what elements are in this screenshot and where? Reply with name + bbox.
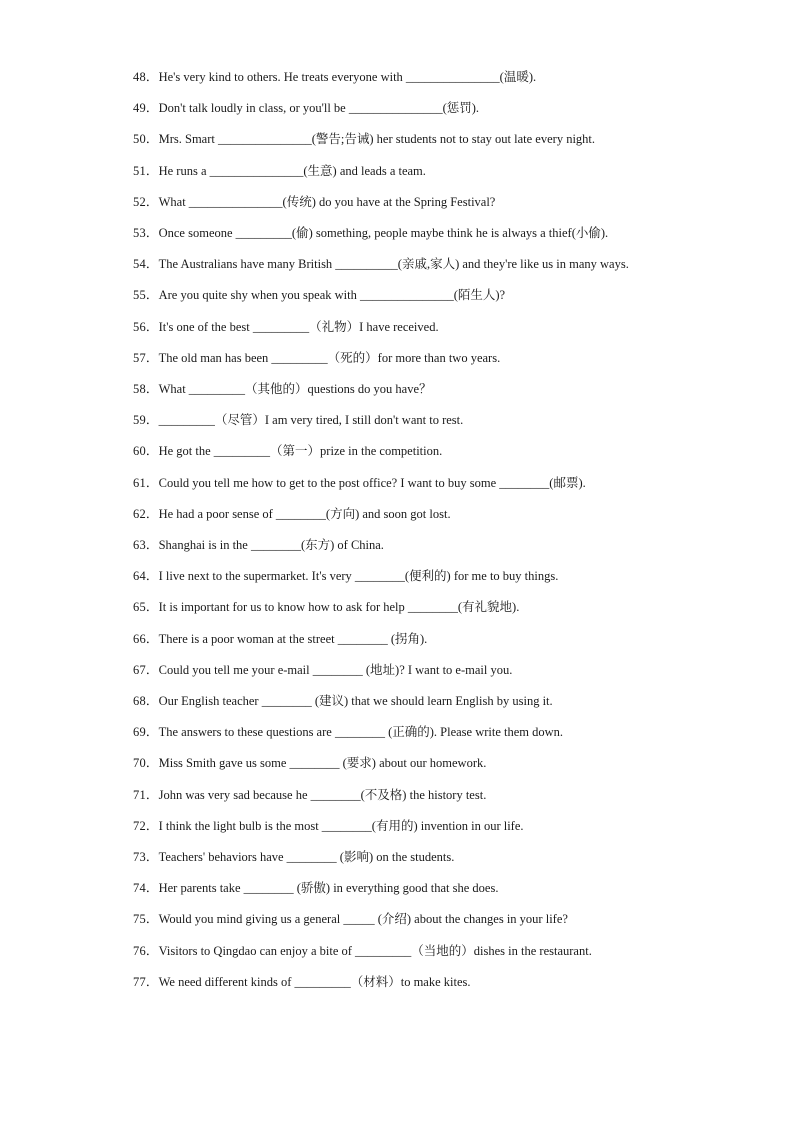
question-text: Mrs. Smart _______________(警告;告诫) her students not to stay out late every night. (158, 132, 596, 147)
question-item (133, 561, 663, 592)
question-number: 58． (133, 382, 159, 397)
question-text: He got the _________（第一）prize in the competition. (158, 444, 443, 459)
question-text: Would you mind giving us a general _____ (介绍) about the changes in your life? (158, 912, 568, 927)
question-text: Her parents take ________ (骄傲) in everything good that she does. (158, 881, 499, 896)
question-list (133, 62, 663, 998)
question-text: He had a poor sense of ________(方向) and soon got lost. (158, 506, 451, 521)
question-number: 72． (133, 818, 159, 833)
question-item (133, 624, 663, 655)
question-number: 71． (133, 787, 159, 802)
question-text: Shanghai is in the ________(东方) of China. (158, 538, 384, 553)
question-text: The answers to these questions are ________ (正确的). Please write them down. (158, 725, 564, 740)
question-item (133, 686, 663, 717)
question-text: It's one of the best _________（礼物）I have received. (158, 319, 439, 334)
question-number: 75． (133, 912, 159, 927)
question-text: Don't talk loudly in class, or you'll be _______________(惩罚). (158, 101, 480, 116)
question-item (133, 405, 663, 436)
question-number: 59． (133, 413, 159, 428)
question-item (133, 499, 663, 530)
question-item (133, 218, 663, 249)
question-item (133, 530, 663, 561)
question-number: 48． (133, 70, 159, 84)
question-number: 56． (133, 319, 159, 334)
question-text: Miss Smith gave us some ________ (要求) about our homework. (158, 756, 487, 771)
question-item (133, 249, 663, 280)
question-number: 66． (133, 631, 159, 646)
question-number: 65． (133, 600, 159, 615)
question-text: Could you tell me how to get to the post office? I want to buy some ________(邮票). (158, 475, 586, 490)
question-item (133, 468, 663, 499)
question-item (133, 873, 663, 904)
question-item (133, 62, 663, 93)
question-number: 70． (133, 756, 159, 771)
question-number: 60． (133, 444, 159, 459)
question-item (133, 343, 663, 374)
question-number: 51． (133, 163, 159, 178)
question-text: There is a poor woman at the street ________ (拐角). (158, 631, 428, 646)
question-text: Are you quite shy when you speak with _______________(陌生人)? (158, 288, 506, 303)
question-number: 53． (133, 226, 159, 241)
question-number: 69． (133, 725, 159, 740)
question-item (133, 811, 663, 842)
question-item (133, 842, 663, 873)
question-text: I think the light bulb is the most ________(有用的) invention in our life. (158, 818, 524, 833)
question-text: What _______________(传统) do you have at the Spring Festival? (158, 194, 496, 209)
question-item (133, 436, 663, 467)
question-item (133, 717, 663, 748)
question-number: 64． (133, 569, 159, 584)
question-item (133, 93, 663, 124)
question-item (133, 748, 663, 779)
question-number: 55． (133, 288, 159, 303)
question-item (133, 904, 663, 935)
question-item (133, 312, 663, 343)
question-text: The Australians have many British __________(亲戚,家人) and they're like us in many ways. (158, 257, 629, 272)
question-text: Our English teacher ________ (建议) that we should learn English by using it. (158, 694, 553, 709)
question-item (133, 967, 663, 998)
question-item (133, 280, 663, 311)
question-number: 57． (133, 350, 159, 365)
question-number: 61． (133, 475, 159, 490)
question-number: 73． (133, 850, 159, 865)
question-text: Once someone _________(偷) something, people maybe think he is always a thief(小偷). (158, 226, 609, 241)
question-number: 62． (133, 506, 159, 521)
question-text: Visitors to Qingdao can enjoy a bite of _________（当地的）dishes in the restaurant. (158, 943, 592, 958)
question-text: Teachers' behaviors have ________ (影响) on the students. (158, 850, 455, 865)
question-item (133, 936, 663, 967)
question-text: He's very kind to others. He treats everyone with _______________(温暖). (158, 70, 537, 84)
question-text: John was very sad because he ________(不及格) the history test. (158, 787, 487, 802)
question-number: 50． (133, 132, 159, 147)
question-item (133, 374, 663, 405)
question-number: 77． (133, 974, 159, 989)
question-text: Could you tell me your e-mail ________ (地址)? I want to e-mail you. (158, 662, 513, 677)
question-number: 76． (133, 943, 159, 958)
question-number: 67． (133, 662, 159, 677)
question-text: He runs a _______________(生意) and leads a team. (158, 163, 426, 178)
question-number: 54． (133, 257, 159, 272)
question-number: 68． (133, 694, 159, 709)
question-item (133, 156, 663, 187)
question-text: It is important for us to know how to ask for help ________(有礼貌地). (158, 600, 520, 615)
question-text: What _________（其他的）questions do you have？ (158, 382, 432, 397)
question-item (133, 124, 663, 155)
question-number: 49． (133, 101, 159, 116)
question-item (133, 780, 663, 811)
question-number: 63． (133, 538, 159, 553)
question-text: The old man has been _________（死的）for more than two years. (158, 350, 501, 365)
question-item (133, 592, 663, 623)
question-text: _________（尽管）I am very tired, I still don't want to rest. (158, 413, 464, 428)
question-number: 74． (133, 881, 159, 896)
question-item (133, 655, 663, 686)
question-text: I live next to the supermarket. It's very ________(便利的) for me to buy things. (158, 569, 559, 584)
question-number: 52． (133, 194, 159, 209)
question-item (133, 187, 663, 218)
question-text: We need different kinds of _________（材料）to make kites. (158, 974, 471, 989)
